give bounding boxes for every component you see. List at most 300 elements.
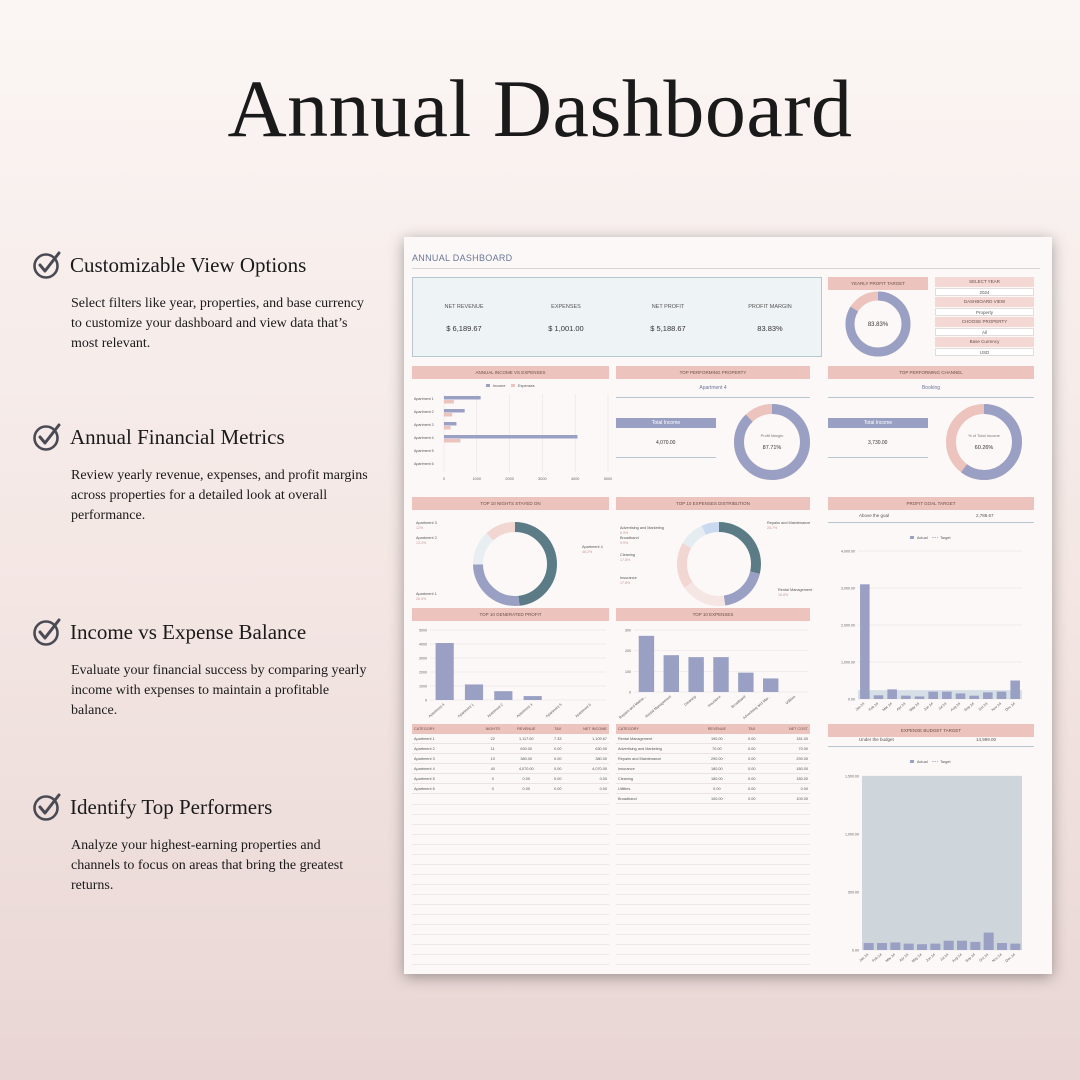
filler-line: [616, 964, 810, 965]
profit-goal-value: 2,788.67: [976, 513, 994, 518]
bar-income: [444, 435, 577, 439]
top-channel-donut: [944, 402, 1024, 482]
y-tick-label: 300: [625, 628, 631, 633]
yearly-target-header: YEARLY PROFIT TARGET: [828, 277, 928, 290]
x-category-label: Jun 24: [922, 701, 934, 712]
y-tick-label: 1,000.00: [845, 832, 859, 837]
table-cell: 1,109.67: [592, 736, 607, 741]
bar: [997, 943, 1007, 950]
bar: [928, 692, 938, 699]
y-tick-label: 500.00: [848, 890, 859, 895]
top-expenses-header: TOP 10 EXPENSES: [616, 608, 810, 621]
bar: [969, 696, 979, 699]
table-row: [616, 764, 810, 774]
donut-arc: [739, 409, 805, 475]
bar: [494, 691, 512, 700]
divider: [828, 522, 1034, 523]
x-category-label: Mar 24: [884, 952, 896, 963]
feature-description: Select filters like year, properties, and base currency to customize your dashboard and view data that’s most relevant.: [71, 296, 364, 351]
base-currency-dropdown[interactable]: USD: [935, 348, 1034, 356]
slice-label: Broadband: [620, 536, 639, 540]
x-category-label: Dec 24: [1004, 952, 1016, 964]
x-category-label: Oct 24: [978, 952, 990, 963]
y-tick-label: 4000: [419, 642, 427, 647]
table-row: [412, 774, 609, 784]
table-cell: 0.00: [599, 786, 607, 791]
x-category-label: Insurance: [706, 694, 722, 708]
x-category-label: Nov 24: [990, 701, 1003, 712]
kpi-expenses: [515, 278, 617, 356]
y-tick-label: 0: [425, 698, 427, 703]
slice-label: Apartment 4: [582, 545, 603, 549]
kpi-label: NET REVENUE: [444, 304, 484, 310]
table-cell: 100.00: [711, 796, 723, 801]
nights-donut-chart: [412, 511, 609, 611]
slice-pct-label: 48.2%: [582, 550, 593, 554]
y-tick-label: 200: [625, 649, 631, 654]
check-circle-icon: [32, 422, 62, 452]
bar: [738, 673, 753, 692]
table-cell: 290.00: [796, 756, 808, 761]
generated-profit-chart: [412, 622, 609, 722]
filler-line: [412, 804, 609, 805]
kpi-value: $ 1,001.00: [548, 324, 584, 333]
kpi-label: PROFIT MARGIN: [748, 304, 792, 310]
table-cell: 0.00: [554, 766, 562, 771]
filler-line: [412, 924, 609, 925]
x-category-label: Sep 24: [964, 952, 976, 964]
y-tick-label: 5000: [419, 628, 427, 633]
x-category-label: Apr 24: [895, 701, 907, 712]
kpi-profit-margin: [719, 278, 821, 356]
filler-line: [412, 854, 609, 855]
x-category-label: Apr 24: [898, 952, 910, 963]
x-category-label: Apartment 6: [574, 702, 592, 719]
table-cell: 0.00: [748, 766, 756, 771]
y-tick-label: 0: [629, 690, 631, 695]
x-category-label: Oct 24: [977, 701, 989, 712]
legend-actual-label: Actual: [917, 760, 928, 764]
x-tick-label: 3000: [538, 477, 547, 481]
expense-budget-value: 14,999.00: [976, 737, 997, 742]
table-row: [616, 794, 810, 804]
table-cell: Apartment 4: [414, 766, 435, 771]
table-cell: 0.00: [748, 746, 756, 751]
check-circle-icon: [32, 250, 62, 280]
y-category-label: Apartment 2: [414, 410, 434, 414]
table-row: [412, 764, 609, 774]
bar: [860, 584, 870, 699]
feature-income-expense-balance: [32, 617, 382, 721]
target-area: [862, 776, 1022, 950]
slice-label: Repairs and Maintenance: [767, 521, 811, 525]
table-cell: 190.00: [711, 736, 723, 741]
y-category-label: Apartment 4: [414, 436, 434, 440]
slice-label: Rental Management: [778, 588, 813, 592]
filler-line: [616, 864, 810, 865]
bar: [890, 942, 900, 950]
legend-expenses-swatch: [511, 384, 515, 387]
x-category-label: Broadband: [730, 694, 747, 710]
filler-line: [412, 874, 609, 875]
table-cell: 0.00: [748, 756, 756, 761]
filler-line: [412, 864, 609, 865]
y-category-label: Apartment 6: [414, 462, 434, 466]
table-header-cell: REVENUE: [517, 727, 536, 731]
y-category-label: Apartment 1: [414, 397, 434, 401]
bar: [904, 944, 914, 950]
table-row: [412, 754, 609, 764]
x-category-label: Apartment 3: [515, 702, 534, 719]
kpi-label: EXPENSES: [551, 304, 581, 310]
bar: [917, 944, 927, 950]
slice-pct-label: 13.3%: [416, 541, 427, 545]
filler-line: [616, 894, 810, 895]
slice-label: Apartment 3: [416, 521, 437, 525]
filler-line: [412, 884, 609, 885]
yearly-target-value: 83.83%: [867, 322, 889, 328]
y-tick-label: 100: [625, 669, 631, 674]
table-cell: 630.00: [595, 746, 607, 751]
filler-line: [616, 834, 810, 835]
x-category-label: Nov 24: [991, 952, 1003, 964]
profit-goal-status: Above the goal: [859, 513, 890, 518]
table-cell: Rental Management: [618, 736, 653, 741]
kpi-value: 83.83%: [757, 324, 783, 333]
slice-pct-label: 26.5%: [416, 597, 427, 601]
table-row: [616, 744, 810, 754]
table-cell: 0.00: [554, 776, 562, 781]
x-category-label: Jun 24: [925, 952, 936, 963]
table-cell: 181.00: [796, 736, 808, 741]
table-cell: 0.00: [748, 736, 756, 741]
table-cell: 0.00: [748, 786, 756, 791]
x-category-label: Jan 24: [858, 952, 870, 963]
y-category-label: Apartment 5: [414, 449, 434, 453]
slice-pct-label: 9.9%: [620, 541, 629, 545]
x-category-label: Aug 24: [949, 701, 962, 712]
table-cell: Insurance: [618, 766, 635, 771]
x-category-label: Mar 24: [881, 701, 893, 712]
x-category-label: May 24: [908, 701, 921, 712]
filler-line: [412, 964, 609, 965]
generated-profit-header: TOP 10 GENERATED PROFIT: [412, 608, 609, 621]
slice-pct-label: 17.8%: [620, 558, 631, 562]
table-header-cell: TAX: [554, 727, 562, 731]
choose-property-label: CHOOSE PROPERTY: [935, 317, 1034, 327]
x-category-label: Rental Management: [644, 694, 672, 719]
table-cell: 1,117.00: [518, 736, 534, 741]
table-cell: 290.00: [711, 756, 723, 761]
bar: [763, 678, 778, 692]
kpi-value: $ 5,188.67: [650, 324, 686, 333]
filler-line: [616, 884, 810, 885]
slice-pct-label: 6.9%: [620, 531, 629, 535]
x-tick-label: 5000: [603, 477, 612, 481]
x-category-label: Repairs and Mainte...: [618, 694, 648, 720]
y-tick-label: 2,000.00: [841, 623, 855, 628]
total-income-label: Total Income: [616, 418, 716, 428]
table-row: [616, 734, 810, 744]
donut-value: 60.26%: [974, 445, 994, 451]
bar: [944, 941, 954, 950]
expense-budget-header: EXPENSE BUDGET TARGET: [828, 724, 1034, 737]
legend-actual-swatch: [910, 760, 914, 763]
feature-title: Customizable View Options: [70, 252, 307, 277]
top-expenses-chart: [616, 622, 810, 722]
legend-expenses-label: Expenses: [518, 384, 535, 388]
bar: [930, 944, 940, 950]
table-cell: Advertising and Marketing: [618, 746, 662, 751]
filler-line: [616, 904, 810, 905]
bar: [942, 692, 952, 699]
slice-pct-label: 12%: [416, 526, 424, 530]
feature-financial-metrics: [32, 422, 382, 526]
y-category-label: Apartment 3: [414, 423, 434, 427]
slice-label: Apartment 2: [416, 536, 437, 540]
table-cell: 180.00: [796, 766, 808, 771]
table-row: [616, 754, 810, 764]
table-cell: Apartment 5: [414, 776, 435, 781]
table-cell: 4,070.00: [518, 766, 534, 771]
filler-line: [616, 954, 810, 955]
filler-line: [616, 914, 810, 915]
table-cell: 0.00: [599, 776, 607, 781]
filler-line: [616, 944, 810, 945]
kpi-value: $ 6,189.67: [446, 324, 482, 333]
income-vs-expenses-chart: [412, 380, 612, 490]
top-property-donut: [732, 402, 812, 482]
table-cell: 0.00: [748, 776, 756, 781]
y-tick-label: 2000: [419, 670, 427, 675]
table-header-cell: CATEGORY: [414, 727, 435, 731]
slice-pct-label: 28.7%: [767, 526, 778, 530]
bar: [984, 933, 994, 950]
filler-line: [412, 904, 609, 905]
legend-target-label: Target: [940, 760, 951, 764]
slice-label: Insurance: [620, 576, 637, 580]
divider: [828, 746, 1034, 747]
choose-property-dropdown[interactable]: All: [935, 328, 1034, 336]
legend-income-swatch: [486, 384, 490, 387]
dashboard-view-label: DASHBOARD VIEW: [935, 297, 1034, 307]
property-table: [412, 724, 609, 794]
dashboard-view-dropdown[interactable]: Property: [935, 308, 1034, 316]
bar-income: [444, 422, 456, 426]
legend-actual-label: Actual: [917, 536, 928, 540]
expense-budget-status: Under the budget: [859, 737, 894, 742]
table-cell: 180.00: [711, 766, 723, 771]
filler-line: [616, 814, 810, 815]
x-tick-label: 4000: [570, 477, 580, 481]
bar: [465, 684, 483, 700]
filler-line: [412, 834, 609, 835]
table-cell: 0.00: [554, 746, 562, 751]
table-row: [412, 734, 609, 744]
x-category-label: Apartment 1: [457, 702, 475, 719]
bar: [664, 655, 679, 692]
table-cell: 40: [490, 766, 495, 771]
table-header-cell: TAX: [748, 727, 756, 731]
kpi-label: NET PROFIT: [651, 304, 685, 310]
total-income-value: 3,730.00: [868, 440, 888, 446]
total-income-label: Total Income: [828, 418, 928, 428]
table-cell: 630.00: [520, 746, 533, 751]
bar-expenses: [444, 413, 452, 417]
x-category-label: Apartment 2: [486, 702, 504, 719]
bar: [877, 943, 887, 950]
bar-income: [444, 409, 465, 413]
filler-line: [412, 944, 609, 945]
feature-customizable-view: [32, 250, 382, 354]
bar: [956, 693, 966, 699]
table-cell: 380.00: [520, 756, 533, 761]
bar: [864, 943, 874, 950]
table-cell: 0.00: [748, 796, 756, 801]
bar: [524, 696, 542, 700]
x-category-label: Apartment 4: [427, 702, 446, 719]
table-header-cell: NET INCOME: [583, 727, 607, 731]
table-header-cell: NET COST: [788, 727, 808, 731]
x-category-label: Apartment 5: [545, 702, 563, 719]
bar: [997, 692, 1007, 699]
x-category-label: Advertising and Mar...: [742, 694, 772, 721]
profit-goal-header: PROFIT GOAL TARGET: [828, 497, 1034, 510]
feature-title: Identify Top Performers: [70, 794, 273, 819]
divider: [412, 268, 1040, 269]
top-channel-name: Booking: [921, 385, 941, 391]
dashboard-title: ANNUAL DASHBOARD: [412, 253, 513, 263]
bar: [1010, 681, 1020, 700]
bar: [688, 657, 703, 692]
y-tick-label: 1,500.00: [845, 774, 859, 779]
feature-title: Income vs Expense Balance: [70, 619, 307, 644]
table-cell: Cleaning: [618, 776, 633, 781]
table-row: [412, 744, 609, 754]
filler-line: [412, 934, 609, 935]
filler-line: [412, 894, 609, 895]
table-cell: Apartment 3: [414, 756, 435, 761]
nights-header: TOP 10 NIGHTS STAYED ON: [412, 497, 609, 510]
x-category-label: May 24: [911, 952, 923, 964]
top-channel-header: TOP PERFORMING CHANNEL: [828, 366, 1034, 379]
feature-description: Analyze your highest-earning properties and channels to focus on areas that bring the greatest returns.: [71, 838, 344, 893]
total-income-value: 4,070.00: [656, 440, 676, 446]
feature-description: Evaluate your financial success by comparing yearly income with expenses to maintain a profitable balance.: [71, 663, 367, 718]
table-cell: 10: [490, 756, 495, 761]
bar: [639, 636, 654, 692]
base-currency-label: Base Currency: [935, 337, 1034, 347]
table-row: [616, 774, 810, 784]
bar: [957, 941, 967, 950]
check-circle-icon: [32, 617, 62, 647]
feature-top-performers: [32, 792, 382, 896]
x-category-label: Sep 24: [963, 701, 975, 712]
x-category-label: Jan 24: [854, 701, 866, 712]
filler-line: [412, 814, 609, 815]
slice-label: Apartment 1: [416, 592, 437, 596]
table-header-cell: NIGHTS: [485, 727, 500, 731]
bar: [874, 695, 884, 699]
table-cell: Broadband: [618, 796, 637, 801]
x-category-label: Feb 24: [867, 701, 880, 712]
feature-title: Annual Financial Metrics: [70, 424, 285, 449]
x-category-label: Utilities: [784, 694, 797, 706]
filler-line: [616, 824, 810, 825]
x-tick-label: 2000: [505, 477, 514, 481]
y-tick-label: 4,000.00: [841, 549, 855, 554]
table-cell: Repairs and Maintenance: [618, 756, 662, 761]
table-cell: 7.33: [554, 736, 562, 741]
table-cell: Apartment 2: [414, 746, 435, 751]
bar-expenses: [444, 426, 451, 430]
bar: [901, 696, 911, 699]
bar-expenses: [444, 400, 454, 404]
y-tick-label: 3000: [419, 656, 427, 661]
table-cell: 0.00: [522, 786, 530, 791]
bar: [915, 696, 925, 699]
x-tick-label: 1000: [472, 477, 482, 481]
x-category-label: Jul 24: [939, 952, 950, 962]
table-cell: 0: [491, 776, 494, 781]
table-cell: 180.00: [711, 776, 723, 781]
slice-pct-label: 18.8%: [778, 593, 789, 597]
y-tick-label: 3,000.00: [841, 586, 855, 591]
select-year-dropdown[interactable]: 2024: [935, 288, 1034, 296]
x-tick-label: 0: [442, 477, 446, 481]
bar-income: [444, 396, 481, 400]
y-tick-label: 0.00: [852, 948, 859, 953]
expense-table: [616, 724, 810, 804]
donut-label: Profit Margin: [760, 433, 784, 438]
donut-label: % of Total Income: [968, 433, 1000, 438]
donut-value: 87.71%: [762, 445, 782, 451]
legend-income-label: Income: [493, 384, 506, 388]
dashboard-screenshot: [404, 237, 1052, 974]
bar: [1010, 944, 1020, 950]
divider: [616, 397, 810, 398]
table-cell: 0.00: [713, 786, 721, 791]
x-category-label: Jul 24: [937, 701, 948, 711]
table-row: [616, 784, 810, 794]
page-title: Annual Dashboard: [227, 63, 853, 154]
y-tick-label: 1,000.00: [841, 660, 855, 665]
yearly-target-donut: [843, 290, 913, 358]
filler-line: [616, 874, 810, 875]
top-property-header: TOP PERFORMING PROPERTY: [616, 366, 810, 379]
divider: [828, 457, 928, 458]
table-header-cell: REVENUE: [707, 727, 727, 731]
income-vs-expenses-header: ANNUAL INCOME VS EXPENSES: [412, 366, 609, 379]
table-cell: 0: [491, 786, 494, 791]
slice-pct-label: 17.8%: [620, 581, 631, 585]
kpi-net-profit: [617, 278, 719, 356]
legend-target-label: Target: [940, 536, 951, 540]
filler-line: [412, 954, 609, 955]
bar: [887, 689, 897, 699]
feature-description: Review yearly revenue, expenses, and profit margins across properties for a detailed look at overall performance.: [71, 468, 368, 523]
table-row: [412, 784, 609, 794]
filler-line: [412, 824, 609, 825]
bar-expenses: [444, 439, 460, 443]
table-header: [412, 724, 609, 734]
table-cell: 70.00: [798, 746, 808, 751]
table-header-cell: CATEGORY: [618, 727, 639, 731]
table-cell: 0.00: [554, 786, 562, 791]
expense-budget-chart: [828, 756, 1034, 968]
table-cell: 4,070.00: [592, 766, 607, 771]
table-cell: 22: [490, 736, 495, 741]
